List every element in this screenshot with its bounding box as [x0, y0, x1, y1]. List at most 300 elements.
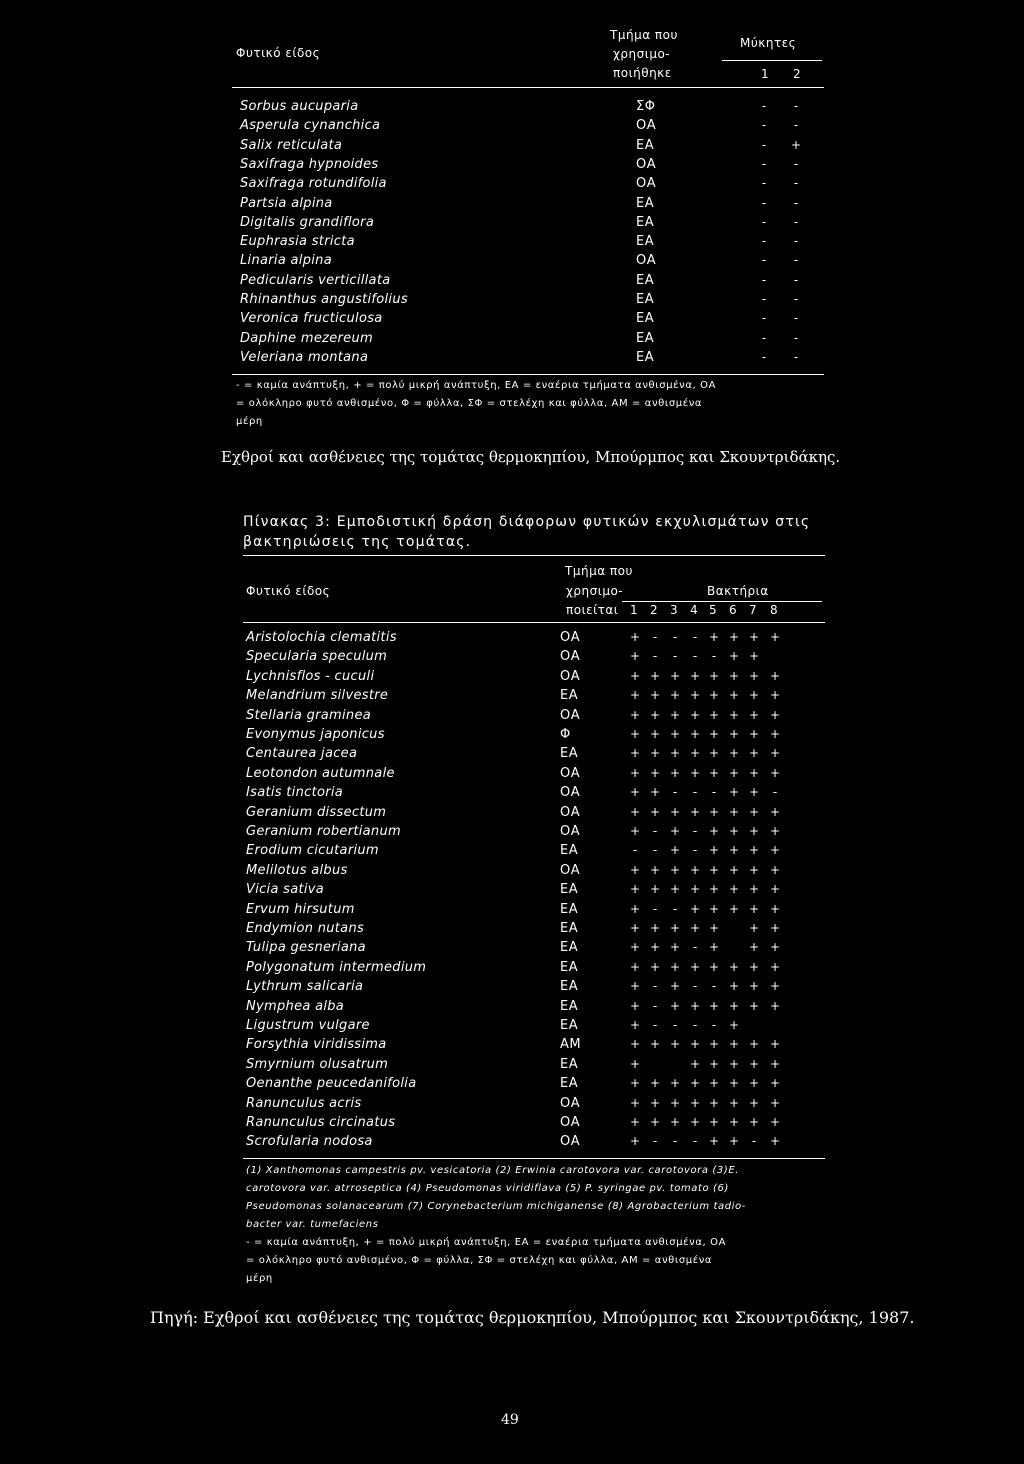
- table-row: [0, 669, 1024, 688]
- result-mark: +: [769, 707, 781, 722]
- table3-note-line2: carotovora var. atrroseptica (4) Pseudomonas viridiflava (5) P. syringae pv. tomato (6): [246, 1183, 729, 1194]
- result-mark: -: [761, 292, 767, 306]
- result-mark: +: [769, 959, 781, 974]
- table-row: [0, 157, 1024, 176]
- plant-part: ΟΑ: [560, 804, 581, 820]
- table1-note-line2: = ολόκληρο φυτό ανθισμένο, Φ = φύλλα, ΣΦ = στελέχη και φύλλα, ΑΜ = ανθισμένα: [236, 398, 703, 409]
- result-mark: +: [629, 959, 641, 974]
- result-mark: -: [793, 292, 799, 306]
- table-row: [0, 921, 1024, 940]
- result-mark: +: [689, 959, 701, 974]
- result-mark: +: [769, 765, 781, 780]
- result-mark: -: [793, 330, 799, 345]
- result-mark: +: [748, 959, 760, 974]
- result-mark: +: [669, 959, 681, 974]
- result-mark: -: [761, 137, 767, 152]
- result-mark: +: [649, 804, 661, 819]
- result-mark: +: [769, 1095, 781, 1110]
- result-mark: -: [793, 176, 799, 191]
- table-row: [0, 960, 1024, 979]
- result-mark: +: [649, 765, 661, 780]
- species-name: Digitalis grandiflora: [240, 214, 375, 230]
- result-mark: +: [689, 707, 701, 722]
- result-mark: +: [708, 862, 720, 877]
- bacteria-number: 6: [729, 603, 738, 617]
- result-mark: +: [689, 668, 701, 683]
- table-row: [0, 99, 1024, 118]
- result-mark: -: [672, 785, 678, 800]
- result-mark: -: [793, 99, 799, 113]
- result-mark: -: [652, 649, 658, 664]
- result-mark: +: [629, 1037, 641, 1052]
- result-mark: -: [761, 176, 767, 191]
- table-row: [0, 979, 1024, 998]
- plant-part: ΕΑ: [560, 843, 579, 859]
- table-row: [0, 1134, 1024, 1153]
- plant-part: ΟΑ: [560, 1095, 581, 1111]
- result-mark: -: [761, 253, 767, 268]
- bacteria-number: 5: [709, 603, 718, 617]
- result-mark: -: [761, 234, 767, 249]
- result-mark: +: [708, 765, 720, 780]
- result-mark: +: [748, 746, 760, 761]
- result-mark: +: [708, 668, 720, 683]
- result-mark: -: [711, 649, 717, 664]
- result-mark: -: [761, 156, 767, 171]
- result-mark: +: [728, 1056, 740, 1071]
- species-name: Euphrasia stricta: [240, 234, 355, 250]
- result-mark: +: [748, 707, 760, 722]
- result-mark: +: [748, 824, 760, 838]
- result-mark: +: [669, 1115, 681, 1129]
- table3-bacteria-rule: [622, 601, 822, 602]
- result-mark: +: [669, 882, 681, 897]
- result-mark: +: [649, 688, 661, 703]
- table3-header-part-line2: χρησιμο-: [566, 584, 624, 598]
- result-mark: +: [669, 746, 681, 761]
- result-mark: +: [669, 979, 681, 994]
- result-mark: +: [689, 765, 701, 780]
- table-row: [0, 331, 1024, 350]
- table-row: [0, 902, 1024, 921]
- result-mark: +: [649, 727, 661, 741]
- table1-header-species: Φυτικό είδος: [236, 46, 321, 60]
- result-mark: +: [629, 1018, 641, 1032]
- species-name: Specularia speculum: [246, 649, 388, 665]
- result-mark: +: [708, 940, 720, 955]
- table3-note-line4: bacter var. tumefaciens: [246, 1219, 379, 1230]
- species-name: Centaurea jacea: [246, 746, 358, 762]
- result-mark: +: [790, 137, 802, 152]
- table-row: [0, 843, 1024, 862]
- table-row: [0, 999, 1024, 1018]
- result-mark: +: [748, 921, 760, 935]
- result-mark: +: [769, 1037, 781, 1052]
- species-name: Asperula cynanchica: [240, 118, 381, 134]
- result-mark: +: [769, 804, 781, 819]
- species-name: Geranium dissectum: [246, 804, 387, 820]
- table1-header-rule: [232, 87, 824, 88]
- result-mark: -: [761, 118, 767, 133]
- species-name: Saxifraga rotundifolia: [240, 176, 387, 192]
- table3-top-rule: [243, 555, 825, 556]
- species-name: Scrofularia nodosa: [246, 1134, 373, 1150]
- result-mark: +: [649, 940, 661, 955]
- table-row: [0, 1037, 1024, 1056]
- table-row: [0, 1076, 1024, 1095]
- result-mark: +: [748, 1076, 760, 1091]
- bacteria-number: 3: [670, 603, 679, 617]
- table3-note-line5: - = καμία ανάπτυξη, + = πολύ μικρή ανάπτυξη, ΕΑ = εναέρια τμήματα ανθισμένα, ΟΑ: [246, 1237, 727, 1248]
- result-mark: +: [769, 1134, 781, 1149]
- result-mark: +: [669, 1037, 681, 1052]
- result-mark: +: [629, 921, 641, 935]
- result-mark: +: [728, 979, 740, 994]
- result-mark: -: [652, 1134, 658, 1149]
- result-mark: +: [769, 940, 781, 955]
- plant-part: ΕΑ: [560, 959, 579, 975]
- result-mark: +: [748, 843, 760, 858]
- result-mark: +: [748, 765, 760, 780]
- result-mark: -: [672, 901, 678, 916]
- result-mark: +: [669, 668, 681, 683]
- result-mark: +: [669, 921, 681, 935]
- table-row: [0, 311, 1024, 330]
- result-mark: +: [728, 959, 740, 974]
- result-mark: +: [629, 1115, 641, 1129]
- result-mark: +: [728, 1037, 740, 1052]
- result-mark: +: [728, 746, 740, 761]
- result-mark: +: [708, 630, 720, 644]
- result-mark: +: [728, 649, 740, 664]
- result-mark: +: [728, 1018, 740, 1032]
- result-mark: +: [769, 630, 781, 644]
- result-mark: +: [708, 1037, 720, 1052]
- result-mark: +: [748, 649, 760, 664]
- species-name: Saxifraga hypnoides: [240, 156, 379, 172]
- result-mark: +: [689, 746, 701, 761]
- plant-part: ΟΑ: [560, 1115, 581, 1130]
- result-mark: -: [793, 234, 799, 249]
- result-mark: +: [728, 1134, 740, 1149]
- table1-note-line3: μέρη: [236, 416, 263, 427]
- result-mark: +: [629, 765, 641, 780]
- plant-part: ΟΑ: [560, 785, 581, 801]
- result-mark: +: [748, 862, 760, 877]
- result-mark: -: [761, 195, 767, 210]
- result-mark: +: [629, 1095, 641, 1110]
- table3-header-rule: [243, 622, 825, 623]
- result-mark: +: [689, 804, 701, 819]
- result-mark: -: [751, 1134, 757, 1149]
- result-mark: -: [692, 649, 698, 664]
- result-mark: -: [793, 214, 799, 229]
- plant-part: ΕΑ: [636, 330, 655, 346]
- result-mark: -: [692, 979, 698, 994]
- species-name: Ranunculus acris: [246, 1095, 362, 1111]
- species-name: Stellaria graminea: [246, 707, 372, 723]
- plant-part: ΕΑ: [636, 311, 655, 327]
- result-mark: +: [748, 804, 760, 819]
- result-mark: +: [748, 1056, 760, 1071]
- page-number: 49: [501, 1412, 519, 1428]
- table-row: [0, 785, 1024, 804]
- result-mark: -: [711, 1018, 717, 1032]
- bacteria-number: 4: [690, 603, 699, 617]
- species-name: Lythrum salicaria: [246, 979, 364, 995]
- table-row: [0, 234, 1024, 253]
- table-row: [0, 766, 1024, 785]
- plant-part: ΕΑ: [560, 882, 579, 898]
- species-name: Ervum hirsutum: [246, 901, 355, 917]
- result-mark: +: [728, 1076, 740, 1091]
- result-mark: +: [708, 921, 720, 935]
- result-mark: +: [708, 1076, 720, 1091]
- plant-part: ΣΦ: [636, 99, 656, 114]
- plant-part: ΕΑ: [560, 921, 579, 936]
- table1-note-line1: - = καμία ανάπτυξη, + = πολύ μικρή ανάπτυξη, ΕΑ = εναέρια τμήματα ανθισμένα, ΟΑ: [236, 380, 717, 391]
- result-mark: +: [748, 1037, 760, 1052]
- plant-part: ΕΑ: [560, 746, 579, 762]
- result-mark: -: [692, 785, 698, 800]
- result-mark: +: [689, 1056, 701, 1071]
- result-mark: +: [728, 843, 740, 858]
- plant-part: ΟΑ: [560, 649, 581, 665]
- plant-part: ΕΑ: [560, 998, 579, 1014]
- result-mark: +: [748, 998, 760, 1013]
- species-name: Oenanthe peucedanifolia: [246, 1076, 417, 1092]
- result-mark: +: [669, 998, 681, 1013]
- result-mark: +: [669, 940, 681, 955]
- table3-header-part-line1: Τμήμα που: [565, 564, 633, 578]
- table3-title-line1: Πίνακας 3: Εμποδιστική δράση διάφορων φυτικών εκχυλισμάτων στις: [243, 514, 811, 530]
- bacteria-number: 2: [650, 603, 659, 617]
- plant-part: ΕΑ: [636, 349, 655, 365]
- species-name: Partsia alpina: [240, 195, 333, 211]
- result-mark: +: [629, 630, 641, 644]
- table-row: [0, 1057, 1024, 1076]
- result-mark: +: [708, 882, 720, 897]
- result-mark: +: [708, 746, 720, 761]
- result-mark: +: [649, 882, 661, 897]
- result-mark: +: [649, 707, 661, 722]
- species-name: Aristolochia clematitis: [246, 630, 397, 645]
- result-mark: +: [769, 882, 781, 897]
- result-mark: +: [728, 1095, 740, 1110]
- plant-part: ΟΑ: [560, 1134, 581, 1150]
- result-mark: +: [629, 1134, 641, 1149]
- table-row: [0, 746, 1024, 765]
- table-row: [0, 708, 1024, 727]
- result-mark: +: [669, 804, 681, 819]
- plant-part: ΕΑ: [636, 292, 655, 307]
- result-mark: +: [748, 940, 760, 955]
- table3-note-line1: (1) Xanthomonas campestris pv. vesicatoria (2) Erwinia carotovora var. carotovora (3)E.: [246, 1165, 740, 1176]
- result-mark: +: [689, 688, 701, 703]
- result-mark: +: [649, 746, 661, 761]
- table-row: [0, 630, 1024, 649]
- result-mark: -: [632, 843, 638, 858]
- species-name: Polygonatum intermedium: [246, 959, 427, 975]
- result-mark: +: [629, 824, 641, 838]
- result-mark: -: [793, 156, 799, 171]
- result-mark: +: [708, 1115, 720, 1129]
- species-name: Ligustrum vulgare: [246, 1018, 370, 1033]
- species-name: Vicia sativa: [246, 882, 325, 898]
- plant-part: ΟΑ: [560, 765, 581, 781]
- result-mark: +: [728, 824, 740, 838]
- result-mark: +: [649, 1115, 661, 1129]
- species-name: Tulipa gesneriana: [246, 940, 366, 956]
- table-row: [0, 273, 1024, 292]
- result-mark: -: [761, 330, 767, 345]
- result-mark: +: [669, 862, 681, 877]
- result-mark: +: [669, 707, 681, 722]
- result-mark: +: [629, 804, 641, 819]
- result-mark: +: [669, 824, 681, 838]
- table-row: [0, 215, 1024, 234]
- plant-part: ΟΑ: [560, 668, 581, 684]
- result-mark: +: [629, 901, 641, 916]
- result-mark: -: [793, 118, 799, 133]
- result-mark: -: [711, 979, 717, 994]
- species-name: Veronica fructiculosa: [240, 311, 383, 327]
- result-mark: +: [708, 707, 720, 722]
- plant-part: ΕΑ: [560, 979, 579, 995]
- result-mark: +: [748, 688, 760, 703]
- plant-part: ΕΑ: [636, 234, 655, 250]
- result-mark: +: [629, 785, 641, 800]
- result-mark: +: [649, 668, 661, 683]
- species-name: Isatis tinctoria: [246, 785, 344, 801]
- result-mark: +: [629, 727, 641, 741]
- result-mark: +: [708, 824, 720, 838]
- plant-part: ΕΑ: [560, 940, 579, 956]
- result-mark: +: [769, 998, 781, 1013]
- result-mark: +: [689, 882, 701, 897]
- result-mark: +: [708, 959, 720, 974]
- result-mark: +: [669, 1076, 681, 1091]
- species-name: Rhinanthus angustifolius: [240, 292, 408, 307]
- result-mark: +: [769, 668, 781, 683]
- table3-title-line2: βακτηριώσεις της τομάτας.: [243, 534, 472, 550]
- result-mark: +: [728, 804, 740, 819]
- result-mark: +: [728, 882, 740, 897]
- table1-header-fungi: Μύκητες: [740, 36, 797, 50]
- result-mark: +: [728, 1115, 740, 1129]
- species-name: Erodium cicutarium: [246, 843, 379, 859]
- species-name: Linaria alpina: [240, 253, 332, 269]
- table-row: [0, 1018, 1024, 1037]
- table1-header-part-line2: χρησιμο-: [613, 47, 671, 61]
- result-mark: +: [629, 979, 641, 994]
- result-mark: +: [708, 1134, 720, 1149]
- species-name: Geranium robertianum: [246, 824, 401, 839]
- table1-source: Εχθροί και ασθένειες της τομάτας θερμοκηπίου, Μπούρμπος και Σκουντριδάκης.: [221, 448, 841, 466]
- result-mark: +: [689, 727, 701, 741]
- result-mark: +: [769, 746, 781, 761]
- result-mark: +: [649, 785, 661, 800]
- table-row: [0, 1096, 1024, 1115]
- result-mark: +: [689, 901, 701, 916]
- species-name: Ranunculus circinatus: [246, 1115, 396, 1130]
- result-mark: -: [711, 785, 717, 800]
- result-mark: +: [728, 785, 740, 800]
- plant-part: ΟΑ: [636, 176, 657, 192]
- result-mark: +: [629, 746, 641, 761]
- table-row: [0, 1115, 1024, 1134]
- result-mark: -: [761, 99, 767, 113]
- result-mark: -: [692, 1018, 698, 1032]
- plant-part: ΕΑ: [560, 1056, 579, 1072]
- result-mark: +: [669, 688, 681, 703]
- species-name: Leotondon autumnale: [246, 765, 395, 781]
- result-mark: -: [793, 349, 799, 364]
- table-row: [0, 138, 1024, 157]
- result-mark: +: [649, 1037, 661, 1052]
- result-mark: +: [629, 649, 641, 664]
- result-mark: -: [793, 272, 799, 287]
- result-mark: +: [708, 998, 720, 1013]
- result-mark: -: [793, 195, 799, 210]
- result-mark: +: [689, 862, 701, 877]
- result-mark: -: [761, 272, 767, 287]
- result-mark: +: [769, 688, 781, 703]
- result-mark: +: [728, 862, 740, 877]
- plant-part: ΟΑ: [560, 824, 581, 839]
- table3-note-line3: Pseudomonas solanacearum (7) Corynebacterium michiganense (8) Agrobacterium tadiο-: [246, 1201, 746, 1212]
- result-mark: +: [728, 998, 740, 1013]
- result-mark: +: [769, 901, 781, 916]
- table-row: [0, 292, 1024, 311]
- result-mark: +: [728, 765, 740, 780]
- result-mark: -: [772, 785, 778, 800]
- result-mark: +: [748, 1115, 760, 1129]
- result-mark: -: [761, 311, 767, 326]
- result-mark: +: [769, 824, 781, 838]
- result-mark: -: [652, 630, 658, 644]
- result-mark: -: [692, 630, 698, 644]
- plant-part: ΟΑ: [636, 118, 657, 134]
- result-mark: -: [652, 824, 658, 838]
- result-mark: -: [692, 824, 698, 838]
- table1-header-part-line1: Τμήμα που: [610, 28, 678, 42]
- result-mark: +: [769, 727, 781, 741]
- plant-part: ΕΑ: [560, 901, 579, 917]
- table-row: [0, 727, 1024, 746]
- plant-part: ΕΑ: [560, 1076, 579, 1092]
- species-name: Melandrium silvestre: [246, 688, 389, 704]
- result-mark: +: [748, 727, 760, 741]
- result-mark: +: [708, 1056, 720, 1071]
- result-mark: -: [652, 901, 658, 916]
- result-mark: +: [769, 1056, 781, 1071]
- result-mark: -: [652, 979, 658, 994]
- result-mark: +: [689, 1095, 701, 1110]
- table-row: [0, 824, 1024, 843]
- species-name: Melilotus albus: [246, 862, 348, 878]
- result-mark: -: [692, 843, 698, 858]
- result-mark: +: [748, 979, 760, 994]
- result-mark: +: [669, 727, 681, 741]
- species-name: Salix reticulata: [240, 137, 343, 153]
- result-mark: +: [629, 707, 641, 722]
- result-mark: +: [629, 882, 641, 897]
- result-mark: +: [748, 901, 760, 916]
- species-name: Veleriana montana: [240, 349, 369, 365]
- result-mark: -: [692, 940, 698, 955]
- table3-header-species: Φυτικό είδος: [246, 584, 331, 598]
